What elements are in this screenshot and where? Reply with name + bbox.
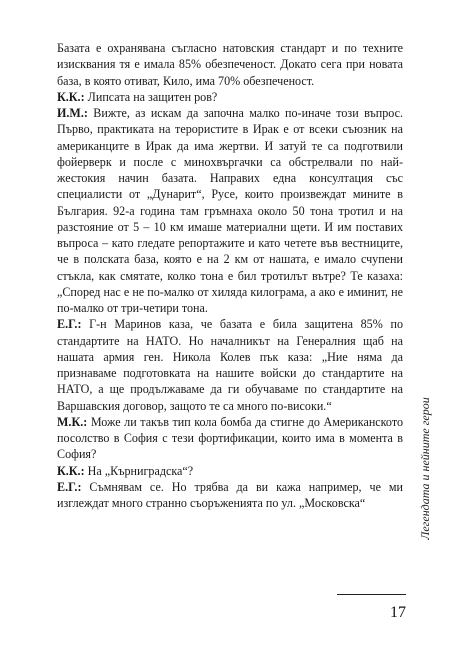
paragraph-text: Липсата на защитен ров? xyxy=(84,89,218,104)
paragraph-text: Г-н Маринов каза, че базата е била защитена 85% по стандартите на НАТО. Но началникът на Генералния щаб на нашата армия ген. Никола Колев пък каза: „Ние няма да признаваме подготовката на нашите войски до стандартите на НАТО, а ще продължаваме да ги обучаваме по стандартите на Варшавския договор, защото те са много по-високи.“ xyxy=(57,317,403,413)
paragraph-text: Базата е охранявана съгласно натовския стандарт и по техните изисквания тя е имала 85% обезпеченост. Докато сега при новата база, в която отиват, Кило, има 70% обезпеченост. xyxy=(57,41,403,88)
paragraph-6 xyxy=(57,463,403,479)
paragraph-text: Съмнявам се. Но трябва да ви кажа например, че ми изглеждат много странно съоръженията по ул. „Московска“ xyxy=(57,479,403,510)
running-title xyxy=(407,352,443,584)
footer-rule xyxy=(337,594,406,595)
paragraph-2 xyxy=(57,89,403,105)
paragraph-5 xyxy=(57,414,403,463)
speaker-label: Е.Г.: xyxy=(57,317,82,332)
paragraph-4 xyxy=(57,316,403,414)
paragraph-7 xyxy=(57,479,403,512)
speaker-label: М.К.: xyxy=(57,414,88,429)
speaker-label: К.К.: xyxy=(57,89,85,104)
running-title-text: Легендата и нейните герои xyxy=(417,396,432,540)
page-body-text xyxy=(57,40,403,511)
paragraph-text: На „Кърнигрaдска“? xyxy=(84,463,194,478)
speaker-label: И.М.: xyxy=(57,106,88,120)
paragraph-3 xyxy=(57,105,403,316)
paragraph-text: Вижте, аз искам да започна малко по-иначе този въпрос. Първо, практиката на терористите в Ирак е от всеки съюзник на американците в Ирак да има жертви. И затуй те са подготвили фойерверк и после с миноxвъргачки са обстрелвали по най-жестокия начин базата. Направих една консултация със специалисти от „Дунарит“, Русе, които произвеждат мините в България. 92-а година там гръмнаха около 50 тона тротил и на разстояние от 5 – 10 км имаше материални щети. И им поставих въпроса – като гледате репортажите и като четете във вестниците, че в полската база, която е на 2 км от нашата, е имало счупени стъкла, как смятате, колко тона е бил тротилът вътре? Те казаха: „Според нас е не по-малко от хиляда килограма, а ако е иминит, не по-малко от три-четири тона. xyxy=(57,106,403,315)
page-number: 17 xyxy=(390,604,406,621)
paragraph-1 xyxy=(57,40,403,89)
paragraph-text: Може ли такъв тип кола бомба да стигне до Американското посолство в София с тези фортификации, които има в момента в София? xyxy=(57,414,403,462)
speaker-label: Е.Г.: xyxy=(57,479,82,494)
speaker-label: К.К.: xyxy=(57,463,85,478)
